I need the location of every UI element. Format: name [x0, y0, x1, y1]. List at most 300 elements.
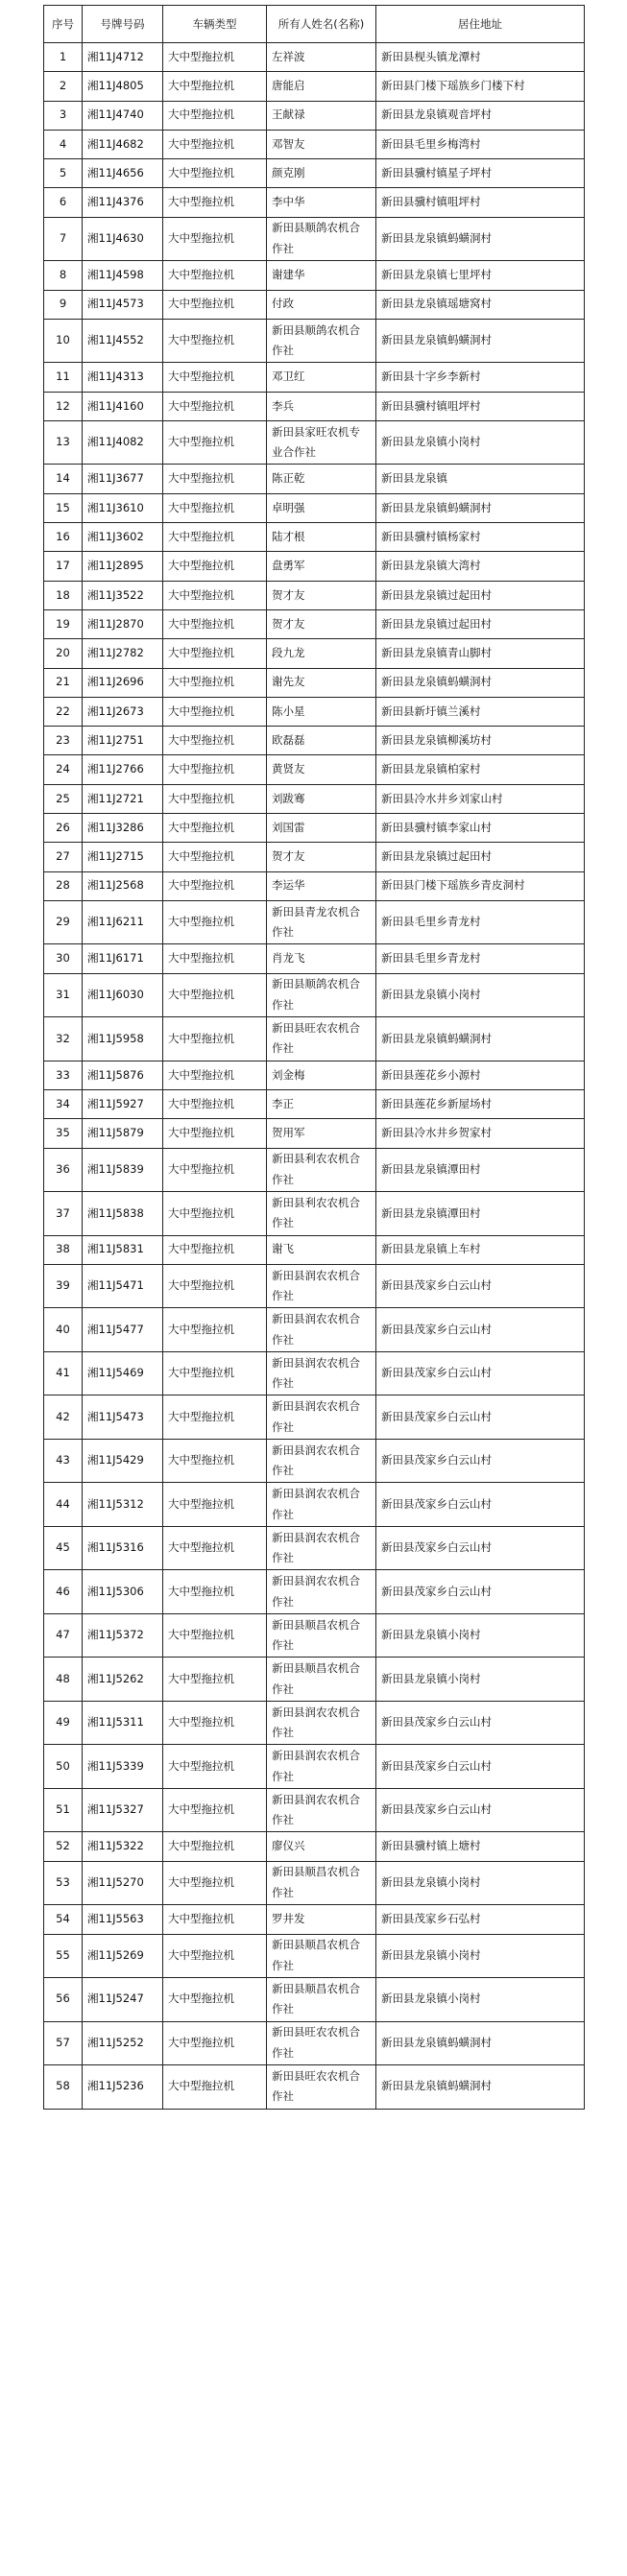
cell-index: 21	[44, 668, 83, 697]
table-row	[44, 43, 585, 72]
cell-type: 大中型拖拉机	[163, 2065, 267, 2110]
cell-index: 16	[44, 523, 83, 552]
cell-type: 大中型拖拉机	[163, 290, 267, 319]
table-row	[44, 609, 585, 638]
cell-address: 新田县茂家乡白云山村	[376, 1701, 585, 1745]
cell-index: 31	[44, 973, 83, 1017]
cell-index: 29	[44, 900, 83, 944]
cell-type: 大中型拖拉机	[163, 1235, 267, 1264]
cell-plate: 湘11J2870	[83, 609, 163, 638]
cell-owner: 陈小星	[267, 697, 376, 726]
cell-type: 大中型拖拉机	[163, 1308, 267, 1352]
cell-index: 4	[44, 130, 83, 158]
cell-address: 新田县龙泉镇潭田村	[376, 1148, 585, 1192]
cell-index: 35	[44, 1119, 83, 1148]
cell-index: 41	[44, 1351, 83, 1395]
cell-address: 新田县茂家乡白云山村	[376, 1308, 585, 1352]
cell-type: 大中型拖拉机	[163, 755, 267, 784]
cell-index: 58	[44, 2065, 83, 2110]
cell-plate: 湘11J5339	[83, 1745, 163, 1789]
cell-index: 10	[44, 319, 83, 363]
cell-plate: 湘11J2782	[83, 639, 163, 668]
cell-type: 大中型拖拉机	[163, 697, 267, 726]
cell-owner: 唐能启	[267, 72, 376, 101]
table-row	[44, 1483, 585, 1527]
cell-index: 24	[44, 755, 83, 784]
cell-type: 大中型拖拉机	[163, 843, 267, 871]
cell-plate: 湘11J5831	[83, 1235, 163, 1264]
table-row	[44, 523, 585, 552]
cell-owner: 新田县润农农机合作社	[267, 1745, 376, 1789]
table-row	[44, 1745, 585, 1789]
cell-owner: 段九龙	[267, 639, 376, 668]
header-row	[44, 6, 585, 43]
cell-type: 大中型拖拉机	[163, 261, 267, 290]
table-row	[44, 1192, 585, 1236]
cell-index: 45	[44, 1526, 83, 1570]
cell-address: 新田县茂家乡白云山村	[376, 1788, 585, 1832]
cell-type: 大中型拖拉机	[163, 465, 267, 493]
cell-plate: 湘11J3286	[83, 814, 163, 843]
cell-type: 大中型拖拉机	[163, 1148, 267, 1192]
cell-address: 新田县龙泉镇瑶塘窝村	[376, 290, 585, 319]
cell-address: 新田县茂家乡白云山村	[376, 1483, 585, 1527]
cell-plate: 湘11J4160	[83, 392, 163, 420]
table-row	[44, 72, 585, 101]
cell-type: 大中型拖拉机	[163, 1570, 267, 1614]
cell-address: 新田县龙泉镇蚂蟥洞村	[376, 2065, 585, 2110]
cell-type: 大中型拖拉机	[163, 871, 267, 900]
cell-owner: 贺才友	[267, 843, 376, 871]
cell-plate: 湘11J5262	[83, 1658, 163, 1702]
cell-type: 大中型拖拉机	[163, 973, 267, 1017]
cell-index: 11	[44, 363, 83, 392]
cell-address: 新田县龙泉镇过起田村	[376, 609, 585, 638]
cell-address: 新田县龙泉镇大湾村	[376, 552, 585, 581]
cell-address: 新田县茂家乡白云山村	[376, 1439, 585, 1483]
cell-index: 1	[44, 43, 83, 72]
cell-owner: 贺才友	[267, 581, 376, 609]
table-row	[44, 1905, 585, 1934]
header-address: 居住地址	[376, 6, 585, 43]
table-row	[44, 217, 585, 261]
cell-address: 新田县龙泉镇小岗村	[376, 973, 585, 1017]
table-row	[44, 1308, 585, 1352]
cell-index: 56	[44, 1978, 83, 2022]
cell-owner: 新田县利农农机合作社	[267, 1148, 376, 1192]
cell-owner: 新田县润农农机合作社	[267, 1395, 376, 1440]
cell-plate: 湘11J5372	[83, 1613, 163, 1658]
cell-type: 大中型拖拉机	[163, 1701, 267, 1745]
table-row	[44, 668, 585, 697]
cell-address: 新田县茂家乡白云山村	[376, 1395, 585, 1440]
cell-index: 15	[44, 493, 83, 522]
cell-address: 新田县龙泉镇过起田村	[376, 843, 585, 871]
table-row	[44, 1861, 585, 1905]
cell-address: 新田县龙泉镇小岗村	[376, 1934, 585, 1978]
cell-address: 新田县枧头镇龙潭村	[376, 43, 585, 72]
cell-address: 新田县骥村镇杨家村	[376, 523, 585, 552]
table-row	[44, 2065, 585, 2110]
cell-address: 新田县骥村镇咀坪村	[376, 392, 585, 420]
cell-type: 大中型拖拉机	[163, 581, 267, 609]
cell-type: 大中型拖拉机	[163, 1658, 267, 1702]
cell-index: 44	[44, 1483, 83, 1527]
cell-address: 新田县茂家乡白云山村	[376, 1351, 585, 1395]
cell-type: 大中型拖拉机	[163, 43, 267, 72]
cell-plate: 湘11J2715	[83, 843, 163, 871]
cell-type: 大中型拖拉机	[163, 2021, 267, 2065]
cell-owner: 左祥波	[267, 43, 376, 72]
cell-plate: 湘11J6171	[83, 944, 163, 973]
cell-address: 新田县龙泉镇观音坪村	[376, 101, 585, 130]
cell-address: 新田县茂家乡石弘村	[376, 1905, 585, 1934]
cell-plate: 湘11J2766	[83, 755, 163, 784]
cell-index: 23	[44, 727, 83, 755]
cell-owner: 新田县润农农机合作社	[267, 1351, 376, 1395]
cell-address: 新田县冷水井乡刘家山村	[376, 784, 585, 813]
cell-index: 50	[44, 1745, 83, 1789]
cell-address: 新田县茂家乡白云山村	[376, 1526, 585, 1570]
cell-plate: 湘11J5477	[83, 1308, 163, 1352]
cell-type: 大中型拖拉机	[163, 1439, 267, 1483]
cell-owner: 新田县润农农机合作社	[267, 1526, 376, 1570]
cell-address: 新田县龙泉镇小岗村	[376, 1861, 585, 1905]
table-row	[44, 1061, 585, 1089]
cell-owner: 颜克刚	[267, 159, 376, 188]
cell-owner: 新田县旺农农机合作社	[267, 2021, 376, 2065]
cell-address: 新田县龙泉镇蚂蟥洞村	[376, 668, 585, 697]
cell-address: 新田县茂家乡白云山村	[376, 1264, 585, 1308]
cell-type: 大中型拖拉机	[163, 944, 267, 973]
table-row	[44, 1934, 585, 1978]
cell-index: 19	[44, 609, 83, 638]
cell-index: 38	[44, 1235, 83, 1264]
cell-type: 大中型拖拉机	[163, 784, 267, 813]
cell-owner: 李兵	[267, 392, 376, 420]
cell-type: 大中型拖拉机	[163, 1090, 267, 1119]
cell-plate: 湘11J5876	[83, 1061, 163, 1089]
table-header	[44, 6, 585, 43]
cell-plate: 湘11J4573	[83, 290, 163, 319]
table-row	[44, 871, 585, 900]
cell-address: 新田县龙泉镇蚂蟥洞村	[376, 2021, 585, 2065]
cell-type: 大中型拖拉机	[163, 72, 267, 101]
table-row	[44, 101, 585, 130]
table-row	[44, 1526, 585, 1570]
cell-plate: 湘11J5306	[83, 1570, 163, 1614]
cell-owner: 欧磊磊	[267, 727, 376, 755]
cell-owner: 刘金梅	[267, 1061, 376, 1089]
cell-address: 新田县骥村镇李家山村	[376, 814, 585, 843]
cell-owner: 邓卫红	[267, 363, 376, 392]
cell-plate: 湘11J6030	[83, 973, 163, 1017]
cell-type: 大中型拖拉机	[163, 900, 267, 944]
cell-plate: 湘11J2751	[83, 727, 163, 755]
cell-owner: 新田县润农农机合作社	[267, 1308, 376, 1352]
cell-type: 大中型拖拉机	[163, 1351, 267, 1395]
cell-address: 新田县龙泉镇柳溪坊村	[376, 727, 585, 755]
cell-owner: 新田县家旺农机专业合作社	[267, 420, 376, 465]
table-row	[44, 1395, 585, 1440]
cell-address: 新田县门楼下瑶族乡青皮洞村	[376, 871, 585, 900]
cell-index: 25	[44, 784, 83, 813]
cell-plate: 湘11J5322	[83, 1832, 163, 1861]
cell-address: 新田县冷水井乡贺家村	[376, 1119, 585, 1148]
cell-index: 9	[44, 290, 83, 319]
cell-type: 大中型拖拉机	[163, 639, 267, 668]
cell-type: 大中型拖拉机	[163, 1934, 267, 1978]
cell-owner: 新田县利农农机合作社	[267, 1192, 376, 1236]
cell-plate: 湘11J3522	[83, 581, 163, 609]
cell-address: 新田县骥村镇星子坪村	[376, 159, 585, 188]
cell-owner: 廖仪兴	[267, 1832, 376, 1861]
cell-plate: 湘11J5927	[83, 1090, 163, 1119]
cell-index: 57	[44, 2021, 83, 2065]
cell-address: 新田县门楼下瑶族乡门楼下村	[376, 72, 585, 101]
table-row	[44, 290, 585, 319]
cell-owner: 新田县顺鸽农机合作社	[267, 319, 376, 363]
cell-index: 20	[44, 639, 83, 668]
cell-plate: 湘11J5252	[83, 2021, 163, 2065]
table-row	[44, 900, 585, 944]
cell-plate: 湘11J2673	[83, 697, 163, 726]
cell-plate: 湘11J4740	[83, 101, 163, 130]
cell-plate: 湘11J3677	[83, 465, 163, 493]
cell-type: 大中型拖拉机	[163, 552, 267, 581]
cell-address: 新田县龙泉镇上车村	[376, 1235, 585, 1264]
cell-owner: 谢建华	[267, 261, 376, 290]
cell-owner: 刘跋骞	[267, 784, 376, 813]
cell-owner: 新田县润农农机合作社	[267, 1483, 376, 1527]
cell-plate: 湘11J2895	[83, 552, 163, 581]
cell-address: 新田县龙泉镇小岗村	[376, 1978, 585, 2022]
table-row	[44, 1788, 585, 1832]
cell-type: 大中型拖拉机	[163, 1613, 267, 1658]
cell-address: 新田县龙泉镇小岗村	[376, 1658, 585, 1702]
cell-plate: 湘11J4656	[83, 159, 163, 188]
table-row	[44, 261, 585, 290]
cell-owner: 新田县润农农机合作社	[267, 1701, 376, 1745]
table-row	[44, 1439, 585, 1483]
cell-type: 大中型拖拉机	[163, 727, 267, 755]
cell-owner: 新田县青龙农机合作社	[267, 900, 376, 944]
cell-index: 26	[44, 814, 83, 843]
table-row	[44, 1264, 585, 1308]
cell-type: 大中型拖拉机	[163, 1745, 267, 1789]
cell-owner: 新田县顺昌农机合作社	[267, 1861, 376, 1905]
table-row	[44, 1119, 585, 1148]
table-row	[44, 363, 585, 392]
cell-type: 大中型拖拉机	[163, 814, 267, 843]
cell-type: 大中型拖拉机	[163, 1788, 267, 1832]
header-plate: 号牌号码	[83, 6, 163, 43]
cell-index: 43	[44, 1439, 83, 1483]
cell-index: 33	[44, 1061, 83, 1089]
cell-type: 大中型拖拉机	[163, 1264, 267, 1308]
cell-index: 2	[44, 72, 83, 101]
table-row	[44, 1351, 585, 1395]
cell-owner: 新田县顺昌农机合作社	[267, 1934, 376, 1978]
table-row	[44, 2021, 585, 2065]
header-index: 序号	[44, 6, 83, 43]
cell-owner: 新田县润农农机合作社	[267, 1570, 376, 1614]
cell-address: 新田县龙泉镇	[376, 465, 585, 493]
cell-index: 28	[44, 871, 83, 900]
cell-type: 大中型拖拉机	[163, 363, 267, 392]
cell-type: 大中型拖拉机	[163, 1483, 267, 1527]
cell-type: 大中型拖拉机	[163, 217, 267, 261]
cell-index: 14	[44, 465, 83, 493]
table-row	[44, 843, 585, 871]
cell-index: 22	[44, 697, 83, 726]
cell-type: 大中型拖拉机	[163, 1395, 267, 1440]
cell-address: 新田县莲花乡小源村	[376, 1061, 585, 1089]
cell-owner: 王献禄	[267, 101, 376, 130]
cell-owner: 新田县顺昌农机合作社	[267, 1658, 376, 1702]
cell-plate: 湘11J4376	[83, 188, 163, 217]
table-row	[44, 1832, 585, 1861]
table-row	[44, 973, 585, 1017]
cell-index: 47	[44, 1613, 83, 1658]
cell-address: 新田县骥村镇上塘村	[376, 1832, 585, 1861]
cell-plate: 湘11J4682	[83, 130, 163, 158]
cell-address: 新田县茂家乡白云山村	[376, 1570, 585, 1614]
cell-address: 新田县毛里乡梅湾村	[376, 130, 585, 158]
cell-type: 大中型拖拉机	[163, 1905, 267, 1934]
table-row	[44, 1570, 585, 1614]
cell-owner: 李正	[267, 1090, 376, 1119]
cell-type: 大中型拖拉机	[163, 1861, 267, 1905]
cell-index: 34	[44, 1090, 83, 1119]
cell-plate: 湘11J5429	[83, 1439, 163, 1483]
table-row	[44, 552, 585, 581]
table-row	[44, 493, 585, 522]
table-row	[44, 727, 585, 755]
cell-plate: 湘11J2721	[83, 784, 163, 813]
table-row	[44, 581, 585, 609]
cell-index: 52	[44, 1832, 83, 1861]
cell-owner: 新田县顺昌农机合作社	[267, 1978, 376, 2022]
cell-address: 新田县龙泉镇小岗村	[376, 1613, 585, 1658]
cell-type: 大中型拖拉机	[163, 1017, 267, 1061]
cell-type: 大中型拖拉机	[163, 392, 267, 420]
cell-owner: 新田县旺农农机合作社	[267, 2065, 376, 2110]
cell-owner: 新田县顺昌农机合作社	[267, 1613, 376, 1658]
cell-plate: 湘11J5311	[83, 1701, 163, 1745]
table-row	[44, 130, 585, 158]
cell-index: 32	[44, 1017, 83, 1061]
cell-plate: 湘11J5312	[83, 1483, 163, 1527]
cell-plate: 湘11J3610	[83, 493, 163, 522]
table-row	[44, 944, 585, 973]
cell-address: 新田县龙泉镇蚂蟥洞村	[376, 217, 585, 261]
table-row	[44, 465, 585, 493]
cell-owner: 新田县润农农机合作社	[267, 1439, 376, 1483]
cell-plate: 湘11J3602	[83, 523, 163, 552]
cell-type: 大中型拖拉机	[163, 188, 267, 217]
cell-owner: 陆才根	[267, 523, 376, 552]
cell-type: 大中型拖拉机	[163, 609, 267, 638]
table-row	[44, 1978, 585, 2022]
cell-plate: 湘11J5879	[83, 1119, 163, 1148]
cell-plate: 湘11J5473	[83, 1395, 163, 1440]
table-row	[44, 1701, 585, 1745]
cell-owner: 盘勇军	[267, 552, 376, 581]
table-row	[44, 755, 585, 784]
cell-plate: 湘11J4552	[83, 319, 163, 363]
cell-address: 新田县骥村镇咀坪村	[376, 188, 585, 217]
cell-plate: 湘11J6211	[83, 900, 163, 944]
cell-type: 大中型拖拉机	[163, 101, 267, 130]
cell-index: 49	[44, 1701, 83, 1745]
cell-address: 新田县龙泉镇七里坪村	[376, 261, 585, 290]
cell-owner: 贺才友	[267, 609, 376, 638]
cell-plate: 湘11J4598	[83, 261, 163, 290]
cell-address: 新田县龙泉镇青山脚村	[376, 639, 585, 668]
table-row	[44, 639, 585, 668]
cell-type: 大中型拖拉机	[163, 1119, 267, 1148]
cell-address: 新田县十字乡李新村	[376, 363, 585, 392]
cell-plate: 湘11J4712	[83, 43, 163, 72]
cell-address: 新田县新圩镇兰溪村	[376, 697, 585, 726]
cell-index: 13	[44, 420, 83, 465]
cell-address: 新田县龙泉镇蚂蟥洞村	[376, 493, 585, 522]
cell-index: 40	[44, 1308, 83, 1352]
cell-type: 大中型拖拉机	[163, 159, 267, 188]
cell-owner: 谢飞	[267, 1235, 376, 1264]
header-owner: 所有人姓名(名称)	[267, 6, 376, 43]
cell-plate: 湘11J2696	[83, 668, 163, 697]
cell-index: 54	[44, 1905, 83, 1934]
cell-owner: 罗井发	[267, 1905, 376, 1934]
table-row	[44, 1613, 585, 1658]
table-row	[44, 1658, 585, 1702]
cell-address: 新田县龙泉镇柏家村	[376, 755, 585, 784]
cell-address: 新田县毛里乡青龙村	[376, 944, 585, 973]
cell-address: 新田县龙泉镇蚂蟥洞村	[376, 319, 585, 363]
table-row	[44, 159, 585, 188]
cell-type: 大中型拖拉机	[163, 420, 267, 465]
table-row	[44, 1235, 585, 1264]
cell-plate: 湘11J2568	[83, 871, 163, 900]
cell-plate: 湘11J5269	[83, 1934, 163, 1978]
cell-plate: 湘11J5839	[83, 1148, 163, 1192]
cell-index: 8	[44, 261, 83, 290]
cell-owner: 卓明强	[267, 493, 376, 522]
table-row	[44, 697, 585, 726]
cell-plate: 湘11J5236	[83, 2065, 163, 2110]
cell-owner: 李运华	[267, 871, 376, 900]
cell-type: 大中型拖拉机	[163, 523, 267, 552]
cell-owner: 刘国雷	[267, 814, 376, 843]
cell-address: 新田县莲花乡新屋场村	[376, 1090, 585, 1119]
cell-type: 大中型拖拉机	[163, 1526, 267, 1570]
cell-plate: 湘11J5471	[83, 1264, 163, 1308]
cell-index: 12	[44, 392, 83, 420]
cell-index: 42	[44, 1395, 83, 1440]
cell-plate: 湘11J5838	[83, 1192, 163, 1236]
cell-index: 5	[44, 159, 83, 188]
cell-type: 大中型拖拉机	[163, 1978, 267, 2022]
cell-owner: 黄贤友	[267, 755, 376, 784]
cell-address: 新田县毛里乡青龙村	[376, 900, 585, 944]
cell-plate: 湘11J4630	[83, 217, 163, 261]
cell-type: 大中型拖拉机	[163, 319, 267, 363]
vehicle-registry-table	[43, 5, 585, 2110]
cell-plate: 湘11J5327	[83, 1788, 163, 1832]
cell-owner: 陈正乾	[267, 465, 376, 493]
